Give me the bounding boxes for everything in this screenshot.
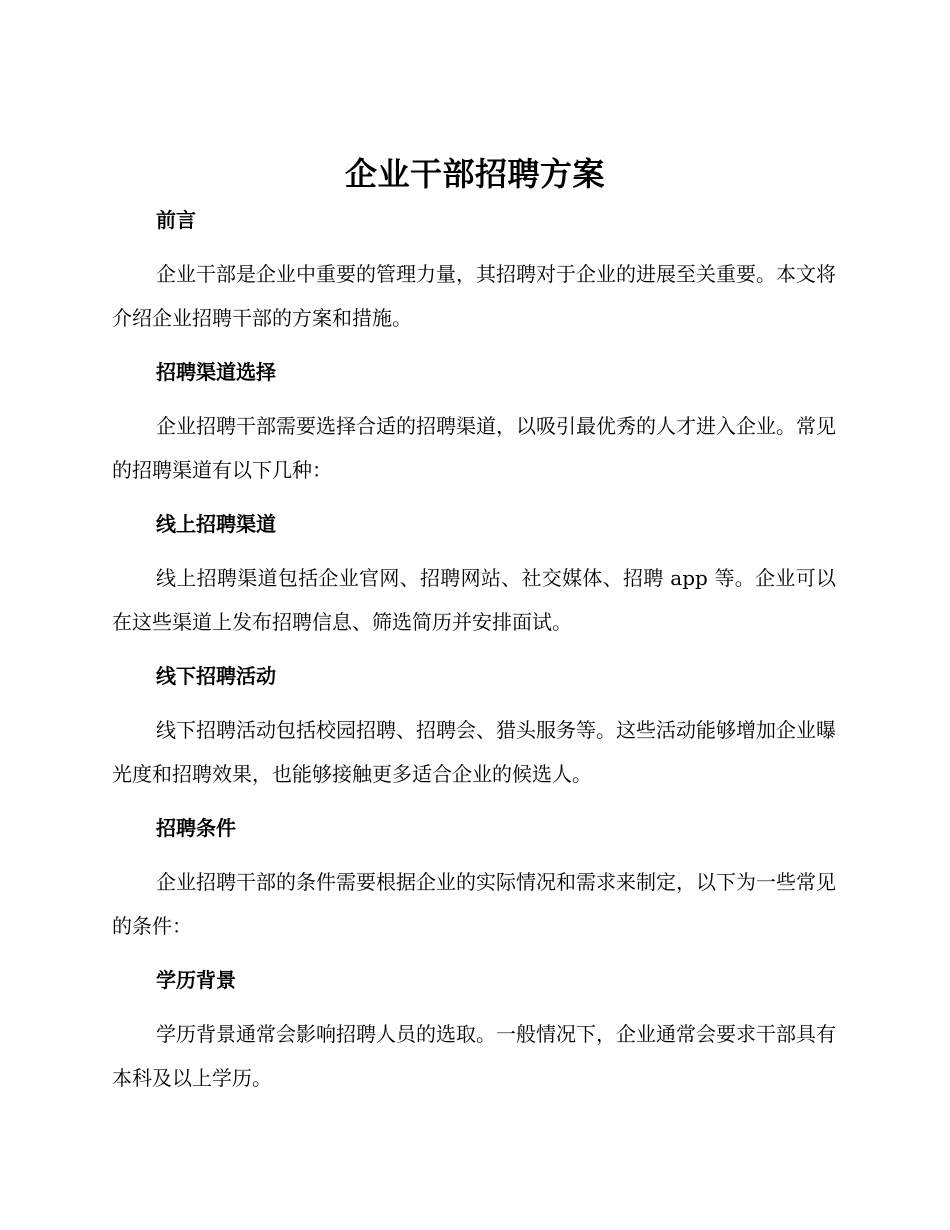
section-paragraph-offline-events: 线下招聘活动包括校园招聘、招聘会、猎头服务等。这些活动能够增加企业曝光度和招聘效果，也能够接触更多适合企业的候选人。 [112,718,836,786]
section-paragraph-channel-selection: 企业招聘干部需要选择合适的招聘渠道，以吸引最优秀的人才进入企业。常见的招聘渠道有以下几种： [112,414,836,482]
section-paragraph-requirements: 企业招聘干部的条件需要根据企业的实际情况和需求来制定，以下为一些常见的条件： [112,870,836,938]
section-heading-requirements: 招聘条件 [156,816,236,840]
section-heading-offline-events: 线下招聘活动 [156,664,276,688]
section-paragraph-preface: 企业干部是企业中重要的管理力量，其招聘对于企业的进展至关重要。本文将介绍企业招聘干部的方案和措施。 [112,262,836,330]
section-paragraph-education: 学历背景通常会影响招聘人员的选取。一般情况下，企业通常会要求干部具有本科及以上学历。 [112,1022,836,1090]
section-heading-education: 学历背景 [156,968,236,992]
section-paragraph-online-channels: 线上招聘渠道包括企业官网、招聘网站、社交媒体、招聘 app 等。企业可以在这些渠道上发布招聘信息、筛选简历并安排面试。 [112,566,836,634]
document-title: 企业干部招聘方案 [344,155,605,193]
section-heading-preface: 前言 [156,208,196,232]
section-heading-online-channels: 线上招聘渠道 [156,512,276,536]
section-heading-channel-selection: 招聘渠道选择 [156,360,276,384]
